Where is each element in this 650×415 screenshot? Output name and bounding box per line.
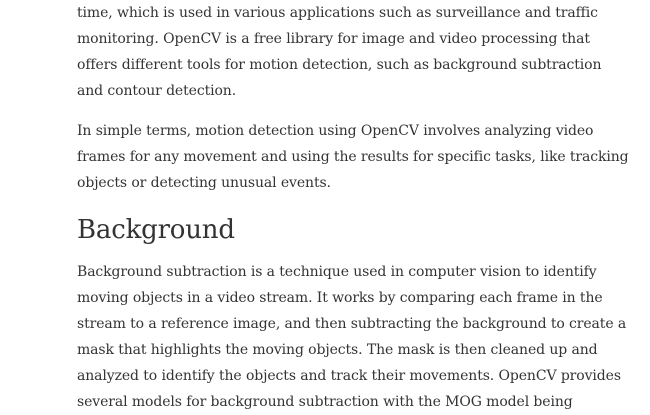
intro-line: monitoring. OpenCV is a free library for image and video processing that bbox=[77, 31, 590, 47]
background-line: stream to a reference image, and then subtracting the background to create a bbox=[77, 316, 627, 332]
summary-line: frames for any movement and using the results for specific tasks, like tracking bbox=[77, 149, 629, 165]
summary-line: In simple terms, motion detection using OpenCV involves analyzing video bbox=[77, 123, 594, 139]
section-heading-background: Background bbox=[77, 215, 235, 245]
summary-paragraph bbox=[77, 118, 629, 196]
background-paragraph bbox=[77, 259, 626, 415]
intro-paragraph bbox=[77, 0, 601, 104]
intro-line: offers different tools for motion detection, such as background subtraction bbox=[77, 57, 602, 73]
intro-line: and contour detection. bbox=[77, 83, 237, 99]
background-line: Background subtraction is a technique used in computer vision to identify bbox=[77, 264, 597, 280]
background-line: mask that highlights the moving objects. The mask is then cleaned up and bbox=[77, 342, 598, 358]
intro-line: time, which is used in various applications such as surveillance and traffic bbox=[77, 5, 598, 21]
background-line: analyzed to identify the objects and track their movements. OpenCV provides bbox=[77, 368, 621, 384]
background-line: moving objects in a video stream. It works by comparing each frame in the bbox=[77, 290, 603, 306]
summary-line: objects or detecting unusual events. bbox=[77, 175, 331, 191]
background-line: several models for background subtraction with the MOG model being bbox=[77, 394, 573, 410]
